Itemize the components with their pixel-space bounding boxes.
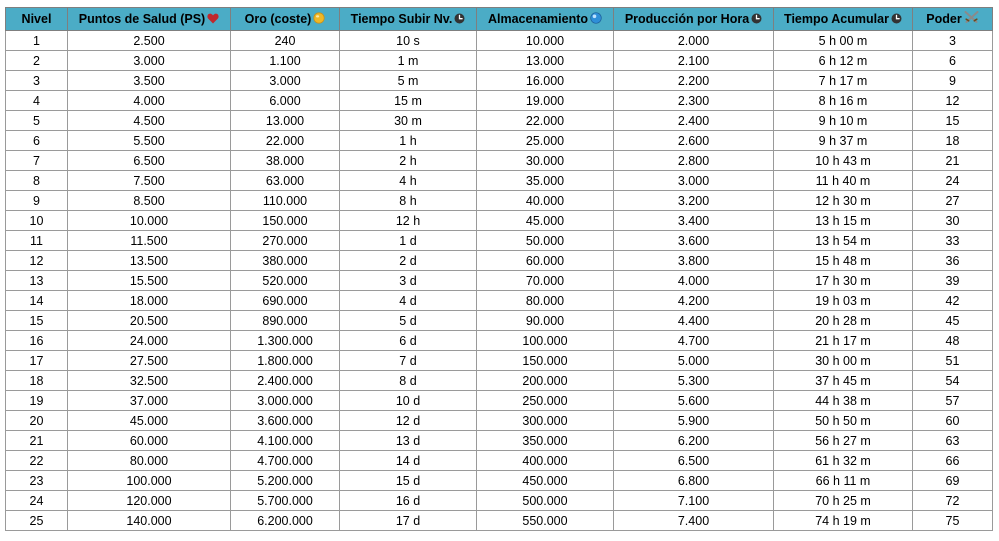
table-cell: 24.000 bbox=[68, 331, 231, 351]
table-row bbox=[6, 351, 993, 371]
table-cell: 300.000 bbox=[477, 411, 614, 431]
table-cell: 1.800.000 bbox=[231, 351, 340, 371]
table-cell: 12 h 30 m bbox=[774, 191, 913, 211]
table-cell: 66 bbox=[913, 451, 993, 471]
table-cell: 25.000 bbox=[477, 131, 614, 151]
table-cell: 25 bbox=[6, 511, 68, 531]
column-header-2 bbox=[68, 8, 231, 31]
table-row bbox=[6, 211, 993, 231]
table-cell: 20 bbox=[6, 411, 68, 431]
table-cell: 11 h 40 m bbox=[774, 171, 913, 191]
table-cell: 15 h 48 m bbox=[774, 251, 913, 271]
table-cell: 15 m bbox=[340, 91, 477, 111]
table-cell: 5.300 bbox=[614, 371, 774, 391]
table-cell: 15 bbox=[6, 311, 68, 331]
table-row bbox=[6, 271, 993, 291]
table-cell: 10 d bbox=[340, 391, 477, 411]
table-row bbox=[6, 371, 993, 391]
table-cell: 8 bbox=[6, 171, 68, 191]
table-cell: 3 d bbox=[340, 271, 477, 291]
table-cell: 7.100 bbox=[614, 491, 774, 511]
table-cell: 11 bbox=[6, 231, 68, 251]
table-cell: 690.000 bbox=[231, 291, 340, 311]
table-cell: 7 h 17 m bbox=[774, 71, 913, 91]
table-cell: 240 bbox=[231, 31, 340, 51]
table-cell: 4.700 bbox=[614, 331, 774, 351]
table-cell: 520.000 bbox=[231, 271, 340, 291]
table-row bbox=[6, 391, 993, 411]
table-cell: 48 bbox=[913, 331, 993, 351]
table-cell: 6.200 bbox=[614, 431, 774, 451]
table-cell: 39 bbox=[913, 271, 993, 291]
table-cell: 3.000 bbox=[68, 51, 231, 71]
table-cell: 5.700.000 bbox=[231, 491, 340, 511]
table-cell: 5 d bbox=[340, 311, 477, 331]
table-cell: 2.800 bbox=[614, 151, 774, 171]
table-cell: 72 bbox=[913, 491, 993, 511]
table-cell: 60.000 bbox=[68, 431, 231, 451]
table-cell: 8 h bbox=[340, 191, 477, 211]
table-cell: 57 bbox=[913, 391, 993, 411]
table-row bbox=[6, 431, 993, 451]
table-cell: 100.000 bbox=[68, 471, 231, 491]
table-row bbox=[6, 131, 993, 151]
table-cell: 7 bbox=[6, 151, 68, 171]
table-cell: 120.000 bbox=[68, 491, 231, 511]
table-cell: 20.500 bbox=[68, 311, 231, 331]
table-cell: 6.800 bbox=[614, 471, 774, 491]
table-cell: 12 h bbox=[340, 211, 477, 231]
table-cell: 2.400 bbox=[614, 111, 774, 131]
table-cell: 270.000 bbox=[231, 231, 340, 251]
table-cell: 150.000 bbox=[231, 211, 340, 231]
table-row bbox=[6, 151, 993, 171]
table-cell: 30 bbox=[913, 211, 993, 231]
header-row bbox=[6, 8, 993, 31]
table-cell: 22.000 bbox=[477, 111, 614, 131]
table-cell: 16.000 bbox=[477, 71, 614, 91]
table-cell: 13 d bbox=[340, 431, 477, 451]
table-cell: 1 h bbox=[340, 131, 477, 151]
table-cell: 33 bbox=[913, 231, 993, 251]
column-header-label: Oro (coste) bbox=[244, 11, 312, 26]
table-row bbox=[6, 171, 993, 191]
table-cell: 200.000 bbox=[477, 371, 614, 391]
table-cell: 14 d bbox=[340, 451, 477, 471]
table-cell: 3.400 bbox=[614, 211, 774, 231]
column-header-8 bbox=[913, 8, 993, 31]
table-cell: 5.000 bbox=[614, 351, 774, 371]
table-cell: 7 d bbox=[340, 351, 477, 371]
table-cell: 44 h 38 m bbox=[774, 391, 913, 411]
table-cell: 37.000 bbox=[68, 391, 231, 411]
table-cell: 6.500 bbox=[614, 451, 774, 471]
table-cell: 4.000 bbox=[68, 91, 231, 111]
table-cell: 37 h 45 m bbox=[774, 371, 913, 391]
table-row bbox=[6, 191, 993, 211]
table-cell: 4.700.000 bbox=[231, 451, 340, 471]
table-row bbox=[6, 511, 993, 531]
gold-coin-icon bbox=[313, 12, 325, 27]
table-cell: 8 h 16 m bbox=[774, 91, 913, 111]
table-cell: 4.200 bbox=[614, 291, 774, 311]
table-body bbox=[6, 31, 993, 531]
table-cell: 21 bbox=[6, 431, 68, 451]
column-header-label: Producción por Hora bbox=[624, 11, 750, 26]
table-cell: 2 bbox=[6, 51, 68, 71]
table-row bbox=[6, 451, 993, 471]
table-cell: 14 bbox=[6, 291, 68, 311]
table-cell: 380.000 bbox=[231, 251, 340, 271]
table-cell: 27 bbox=[913, 191, 993, 211]
table-cell: 45 bbox=[913, 311, 993, 331]
table-cell: 75 bbox=[913, 511, 993, 531]
column-header-4 bbox=[340, 8, 477, 31]
table-cell: 2.200 bbox=[614, 71, 774, 91]
table-cell: 1 m bbox=[340, 51, 477, 71]
table-cell: 35.000 bbox=[477, 171, 614, 191]
clock-icon bbox=[891, 13, 902, 27]
table-cell: 4 bbox=[6, 91, 68, 111]
table-row bbox=[6, 251, 993, 271]
table-cell: 5.200.000 bbox=[231, 471, 340, 491]
table-row bbox=[6, 331, 993, 351]
table-cell: 3.200 bbox=[614, 191, 774, 211]
table-row bbox=[6, 311, 993, 331]
table-cell: 4.100.000 bbox=[231, 431, 340, 451]
table-cell: 40.000 bbox=[477, 191, 614, 211]
table-cell: 18.000 bbox=[68, 291, 231, 311]
level-stats-table bbox=[5, 7, 993, 531]
table-row bbox=[6, 471, 993, 491]
table-cell: 9 bbox=[913, 71, 993, 91]
table-cell: 9 bbox=[6, 191, 68, 211]
table-cell: 4.400 bbox=[614, 311, 774, 331]
table-cell: 74 h 19 m bbox=[774, 511, 913, 531]
heart-icon bbox=[207, 13, 219, 27]
column-header-3 bbox=[231, 8, 340, 31]
column-header-label: Puntos de Salud (PS) bbox=[78, 11, 206, 26]
table-cell: 110.000 bbox=[231, 191, 340, 211]
table-cell: 9 h 37 m bbox=[774, 131, 913, 151]
table-cell: 890.000 bbox=[231, 311, 340, 331]
table-cell: 17 d bbox=[340, 511, 477, 531]
table-cell: 13.500 bbox=[68, 251, 231, 271]
table-cell: 19 h 03 m bbox=[774, 291, 913, 311]
table-cell: 80.000 bbox=[68, 451, 231, 471]
table-cell: 2 h bbox=[340, 151, 477, 171]
table-cell: 22.000 bbox=[231, 131, 340, 151]
table-cell: 16 bbox=[6, 331, 68, 351]
table-cell: 10.000 bbox=[68, 211, 231, 231]
table-cell: 27.500 bbox=[68, 351, 231, 371]
table-cell: 60.000 bbox=[477, 251, 614, 271]
table-cell: 13.000 bbox=[477, 51, 614, 71]
table-cell: 50.000 bbox=[477, 231, 614, 251]
table-cell: 30 m bbox=[340, 111, 477, 131]
table-cell: 45.000 bbox=[68, 411, 231, 431]
table-cell: 80.000 bbox=[477, 291, 614, 311]
table-cell: 140.000 bbox=[68, 511, 231, 531]
table-cell: 2.300 bbox=[614, 91, 774, 111]
table-cell: 3.500 bbox=[68, 71, 231, 91]
table-cell: 3.600 bbox=[614, 231, 774, 251]
table-cell: 3.000.000 bbox=[231, 391, 340, 411]
table-cell: 13 h 54 m bbox=[774, 231, 913, 251]
table-cell: 6.000 bbox=[231, 91, 340, 111]
table-cell: 15 d bbox=[340, 471, 477, 491]
table-cell: 6 bbox=[913, 51, 993, 71]
table-cell: 5 bbox=[6, 111, 68, 131]
column-header-label: Tiempo Acumular bbox=[784, 11, 889, 26]
clock-icon bbox=[454, 13, 465, 27]
table-cell: 21 bbox=[913, 151, 993, 171]
table-cell: 13 h 15 m bbox=[774, 211, 913, 231]
table-cell: 8 d bbox=[340, 371, 477, 391]
table-cell: 18 bbox=[913, 131, 993, 151]
table-cell: 5 m bbox=[340, 71, 477, 91]
table-cell: 550.000 bbox=[477, 511, 614, 531]
table-cell: 12 bbox=[6, 251, 68, 271]
table-cell: 19 bbox=[6, 391, 68, 411]
table-cell: 15 bbox=[913, 111, 993, 131]
table-cell: 30 h 00 m bbox=[774, 351, 913, 371]
table-cell: 69 bbox=[913, 471, 993, 491]
table-cell: 400.000 bbox=[477, 451, 614, 471]
table-cell: 2.400.000 bbox=[231, 371, 340, 391]
table-cell: 70 h 25 m bbox=[774, 491, 913, 511]
table-cell: 24 bbox=[6, 491, 68, 511]
table-cell: 10 bbox=[6, 211, 68, 231]
table-cell: 6 d bbox=[340, 331, 477, 351]
column-header-label: Poder bbox=[926, 12, 962, 26]
table-row bbox=[6, 111, 993, 131]
table-cell: 12 d bbox=[340, 411, 477, 431]
column-header-1 bbox=[6, 8, 68, 31]
table-cell: 8.500 bbox=[68, 191, 231, 211]
table-cell: 2.500 bbox=[68, 31, 231, 51]
table-cell: 60 bbox=[913, 411, 993, 431]
table-cell: 11.500 bbox=[68, 231, 231, 251]
table-cell: 500.000 bbox=[477, 491, 614, 511]
table-cell: 4 h bbox=[340, 171, 477, 191]
table-cell: 4.500 bbox=[68, 111, 231, 131]
table-cell: 10.000 bbox=[477, 31, 614, 51]
table-cell: 5.500 bbox=[68, 131, 231, 151]
table-cell: 13 bbox=[6, 271, 68, 291]
crossed-swords-icon bbox=[964, 11, 979, 27]
table-cell: 3 bbox=[913, 31, 993, 51]
table-row bbox=[6, 71, 993, 91]
table-cell: 9 h 10 m bbox=[774, 111, 913, 131]
table-cell: 5.600 bbox=[614, 391, 774, 411]
table-row bbox=[6, 91, 993, 111]
table-cell: 450.000 bbox=[477, 471, 614, 491]
table-row bbox=[6, 291, 993, 311]
table-cell: 10 s bbox=[340, 31, 477, 51]
table-cell: 1.300.000 bbox=[231, 331, 340, 351]
table-cell: 38.000 bbox=[231, 151, 340, 171]
table-cell: 6.200.000 bbox=[231, 511, 340, 531]
table-cell: 2.600 bbox=[614, 131, 774, 151]
column-header-7 bbox=[774, 8, 913, 31]
table-cell: 17 bbox=[6, 351, 68, 371]
table-cell: 7.400 bbox=[614, 511, 774, 531]
table-cell: 23 bbox=[6, 471, 68, 491]
table-cell: 4 d bbox=[340, 291, 477, 311]
table-cell: 10 h 43 m bbox=[774, 151, 913, 171]
table-row bbox=[6, 231, 993, 251]
column-header-5 bbox=[477, 8, 614, 31]
clock-icon bbox=[751, 13, 762, 27]
table-cell: 1 d bbox=[340, 231, 477, 251]
table-cell: 90.000 bbox=[477, 311, 614, 331]
table-cell: 350.000 bbox=[477, 431, 614, 451]
table-cell: 21 h 17 m bbox=[774, 331, 913, 351]
table-cell: 3.800 bbox=[614, 251, 774, 271]
table-cell: 45.000 bbox=[477, 211, 614, 231]
table-cell: 36 bbox=[913, 251, 993, 271]
table-cell: 17 h 30 m bbox=[774, 271, 913, 291]
table-row bbox=[6, 51, 993, 71]
column-header-6 bbox=[614, 8, 774, 31]
table-cell: 3 bbox=[6, 71, 68, 91]
table-cell: 3.000 bbox=[231, 71, 340, 91]
table-cell: 51 bbox=[913, 351, 993, 371]
table-wrapper bbox=[5, 7, 993, 531]
table-cell: 50 h 50 m bbox=[774, 411, 913, 431]
table-cell: 13.000 bbox=[231, 111, 340, 131]
table-cell: 42 bbox=[913, 291, 993, 311]
table-cell: 6 bbox=[6, 131, 68, 151]
table-cell: 18 bbox=[6, 371, 68, 391]
table-row bbox=[6, 31, 993, 51]
table-cell: 4.000 bbox=[614, 271, 774, 291]
table-cell: 150.000 bbox=[477, 351, 614, 371]
table-cell: 66 h 11 m bbox=[774, 471, 913, 491]
column-header-label: Nivel bbox=[21, 12, 52, 26]
table-cell: 2.000 bbox=[614, 31, 774, 51]
table-cell: 2.100 bbox=[614, 51, 774, 71]
table-cell: 20 h 28 m bbox=[774, 311, 913, 331]
table-cell: 5 h 00 m bbox=[774, 31, 913, 51]
table-row bbox=[6, 411, 993, 431]
water-drop-icon bbox=[590, 12, 602, 27]
table-cell: 70.000 bbox=[477, 271, 614, 291]
table-cell: 24 bbox=[913, 171, 993, 191]
table-cell: 61 h 32 m bbox=[774, 451, 913, 471]
table-cell: 250.000 bbox=[477, 391, 614, 411]
table-cell: 1 bbox=[6, 31, 68, 51]
table-cell: 6.500 bbox=[68, 151, 231, 171]
table-cell: 54 bbox=[913, 371, 993, 391]
table-cell: 7.500 bbox=[68, 171, 231, 191]
table-row bbox=[6, 491, 993, 511]
table-cell: 100.000 bbox=[477, 331, 614, 351]
table-cell: 16 d bbox=[340, 491, 477, 511]
column-header-label: Almacenamiento bbox=[487, 11, 589, 26]
table-cell: 15.500 bbox=[68, 271, 231, 291]
table-cell: 32.500 bbox=[68, 371, 231, 391]
table-cell: 63 bbox=[913, 431, 993, 451]
table-cell: 1.100 bbox=[231, 51, 340, 71]
table-cell: 19.000 bbox=[477, 91, 614, 111]
table-cell: 63.000 bbox=[231, 171, 340, 191]
table-cell: 5.900 bbox=[614, 411, 774, 431]
table-cell: 2 d bbox=[340, 251, 477, 271]
table-cell: 3.000 bbox=[614, 171, 774, 191]
table-cell: 56 h 27 m bbox=[774, 431, 913, 451]
column-header-label: Tiempo Subir Nv. bbox=[350, 11, 453, 26]
table-cell: 22 bbox=[6, 451, 68, 471]
table-cell: 3.600.000 bbox=[231, 411, 340, 431]
table-cell: 6 h 12 m bbox=[774, 51, 913, 71]
table-cell: 30.000 bbox=[477, 151, 614, 171]
table-cell: 12 bbox=[913, 91, 993, 111]
